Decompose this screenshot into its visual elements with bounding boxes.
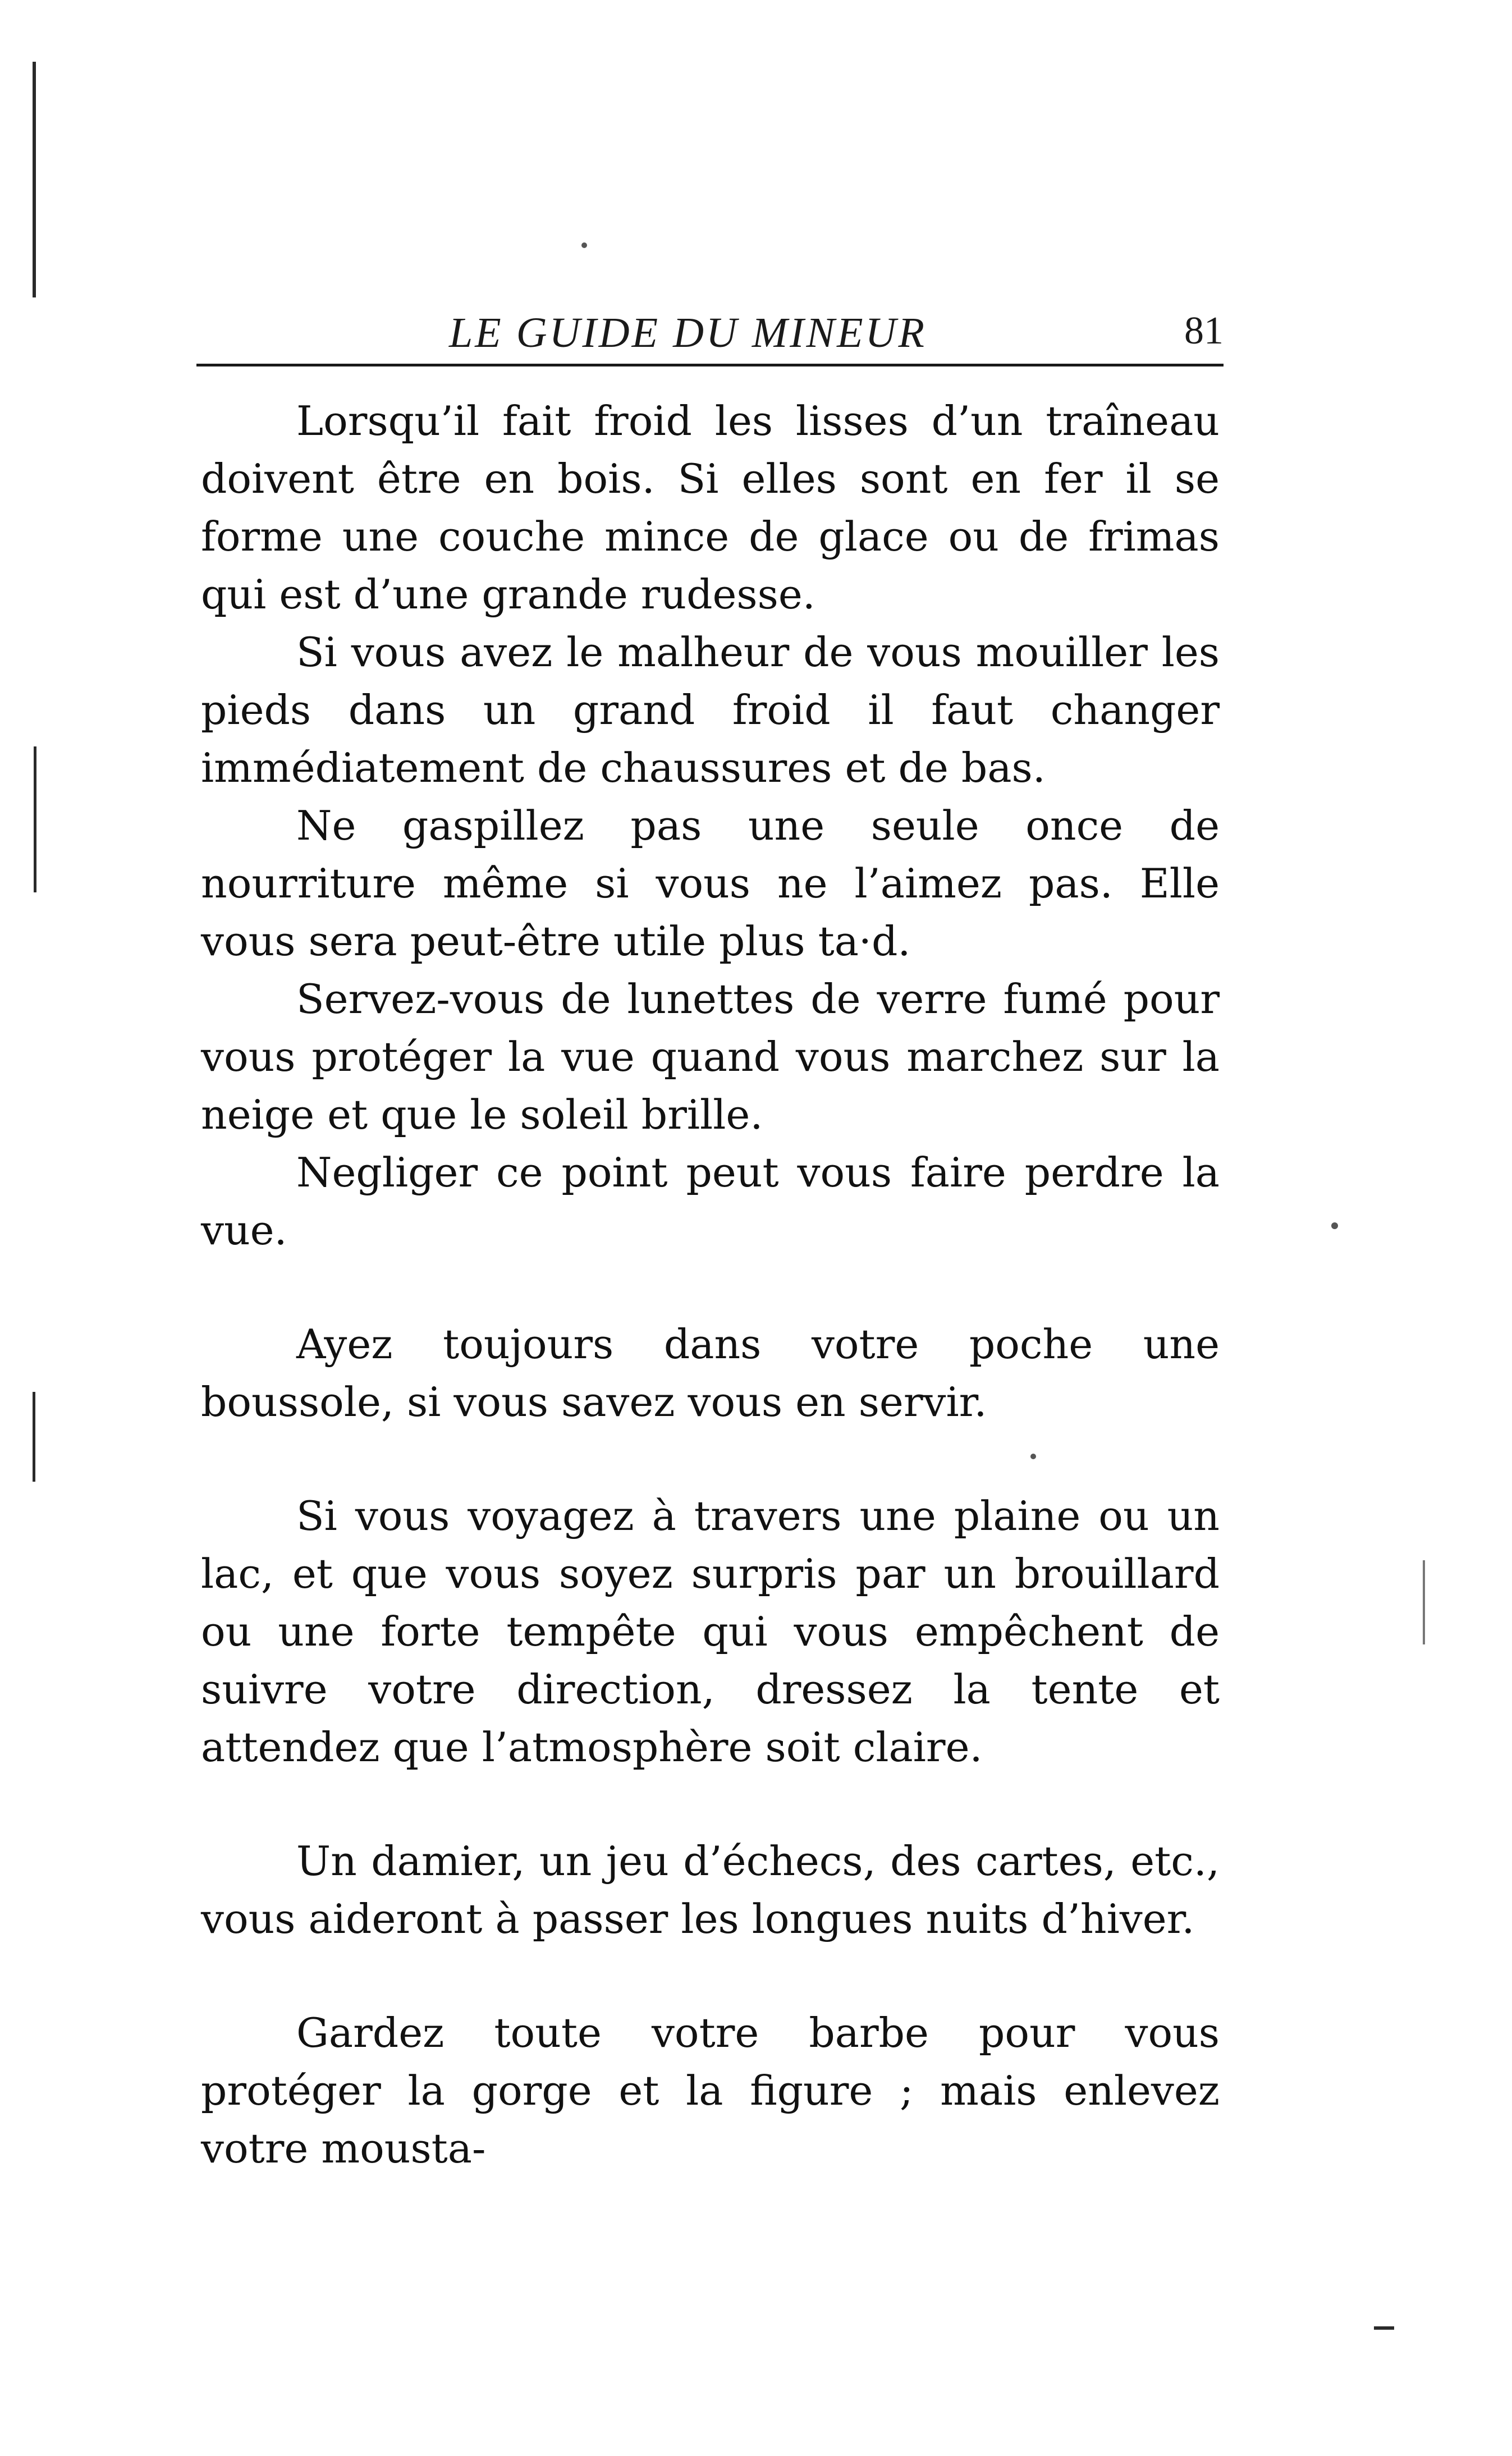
header-rule bbox=[196, 364, 1224, 366]
paragraph-sleigh-runners: Lorsqu’il fait froid les lisses d’un traîneau doivent être en bois. Si elles sont en fer il se forme une couche mince de glace ou de frimas qui est d’une grande rudesse. bbox=[201, 398, 1220, 618]
page-number: 81 bbox=[1184, 309, 1224, 352]
scan-edge-mark-bottom-right bbox=[1374, 2326, 1394, 2330]
scan-edge-mark-left-mid bbox=[34, 746, 36, 892]
scan-speck bbox=[1331, 1222, 1338, 1229]
paragraph-fog: Si vous voyagez à travers une plaine ou un lac, et que vous soyez surpris par un brouillard ou une forte tempête qui vous empêchent de suivre votre direction, dressez la tente et attendez que l’atmosphère soit claire. bbox=[201, 1493, 1220, 1771]
paragraph-beard: Gardez toute votre barbe pour vous protéger la gorge et la figure ; mais enlevez votre mousta- bbox=[201, 2010, 1220, 2173]
scan-speck bbox=[581, 242, 587, 248]
section-gap bbox=[201, 1777, 1220, 1833]
scan-edge-mark-left-top bbox=[33, 62, 36, 297]
section-gap bbox=[201, 1432, 1220, 1488]
section-gap bbox=[201, 1949, 1220, 2005]
running-title: LE GUIDE DU MINEUR bbox=[449, 309, 927, 356]
paragraph-games: Un damier, un jeu d’échecs, des cartes, etc., vous aideront à passer les longues nuits d’hiver. bbox=[201, 1838, 1220, 1943]
page-body bbox=[201, 393, 1220, 2178]
scan-edge-mark-right bbox=[1423, 1560, 1425, 1644]
paragraph-wet-feet: Si vous avez le malheur de vous mouiller les pieds dans un grand froid il faut changer immédiatement de chaussures et de bas. bbox=[201, 629, 1220, 792]
paragraph-eyesight: Negliger ce point peut vous faire perdre la vue. bbox=[201, 1149, 1220, 1254]
paragraph-sunglasses: Servez-vous de lunettes de verre fumé pour vous protéger la vue quand vous marchez sur la neige et que le soleil brille. bbox=[201, 976, 1220, 1139]
paragraph-food: Ne gaspillez pas une seule once de nourriture même si vous ne l’aimez pas. Elle vous sera peut-être utile plus ta·d. bbox=[201, 803, 1220, 965]
page-header bbox=[196, 303, 1224, 370]
section-gap bbox=[201, 1260, 1220, 1316]
scan-edge-mark-left-low bbox=[33, 1392, 35, 1482]
paragraph-compass: Ayez toujours dans votre poche une boussole, si vous savez vous en servir. bbox=[201, 1321, 1220, 1426]
